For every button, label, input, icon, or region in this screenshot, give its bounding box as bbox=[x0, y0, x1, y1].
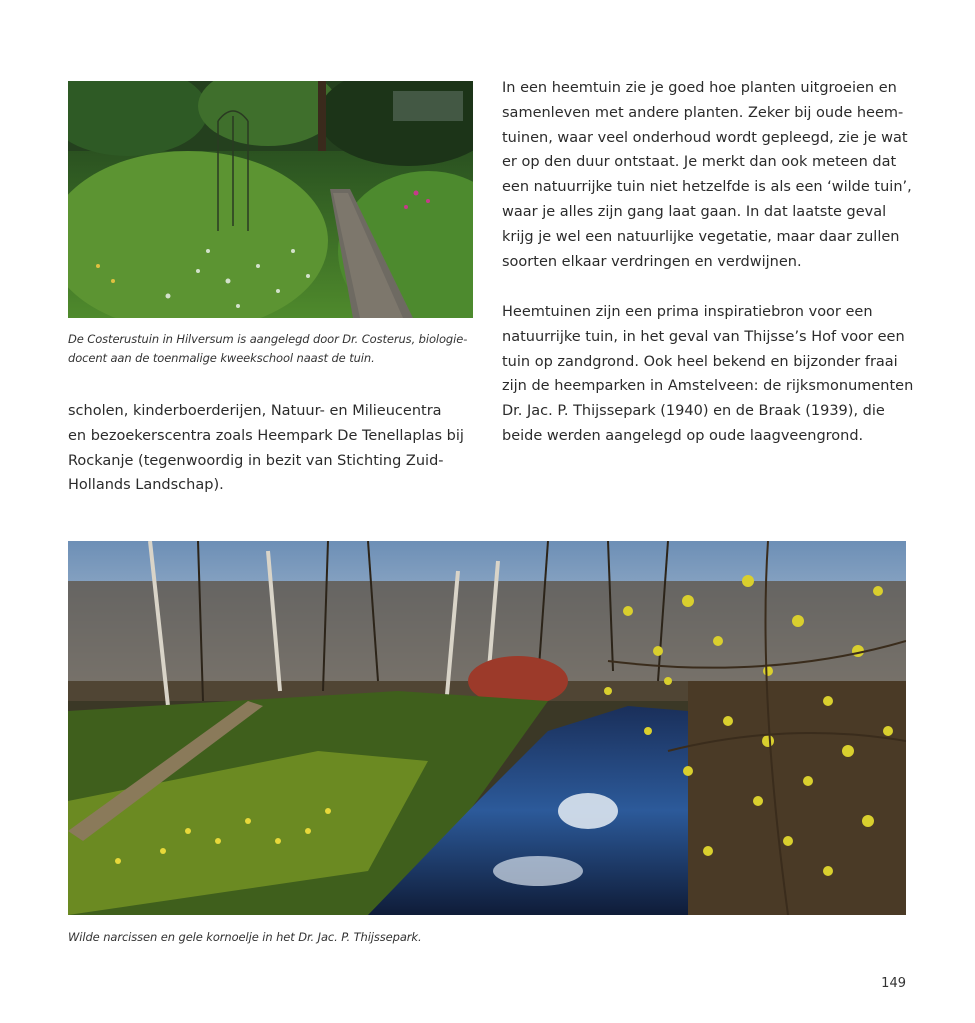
page-number: 149 bbox=[881, 976, 906, 991]
left-column-text bbox=[68, 399, 478, 498]
text-line: In een heemtuin zie je goed hoe planten uitgroeien en bbox=[502, 80, 897, 96]
caption-line: De Costerustuin in Hilversum is aangelegd door Dr. Costerus, biologie- bbox=[68, 332, 468, 346]
text-line: een natuurrijke tuin niet hetzelfde is als een ‘wilde tuin’, bbox=[502, 179, 912, 196]
text-line: zijn de heemparken in Amstelveen: de rijksmonumenten bbox=[502, 378, 914, 395]
text-line: beide werden aangelegd op oude laagveengrond. bbox=[502, 427, 864, 444]
text-line: Hollands Landschap). bbox=[68, 477, 224, 494]
text-line: soorten elkaar verdringen en verdwijnen. bbox=[502, 253, 802, 270]
text-line: waar je alles zijn gang laat gaan. In dat laatste geval bbox=[502, 203, 887, 220]
text-line: samenleven met andere planten. Zeker bij oude heem- bbox=[502, 104, 904, 121]
text-line: Heemtuinen zijn een prima inspiratiebron voor een bbox=[502, 304, 873, 320]
right-column-paragraph-1 bbox=[502, 76, 912, 274]
bottom-photo-caption: Wilde narcissen en gele kornoelje in het Dr. Jac. P. Thijssepark. bbox=[68, 930, 422, 944]
text-line: Rockanje (tegenwoordig in bezit van Stichting Zuid- bbox=[68, 452, 444, 469]
top-photo-caption bbox=[68, 330, 478, 368]
caption-line: docent aan de toenmalige kweekschool naast de tuin. bbox=[68, 351, 375, 365]
text-line: tuin op zandgrond. Ook heel bekend en bijzonder fraai bbox=[502, 353, 898, 370]
text-line: en bezoekerscentra zoals Heempark De Tenellaplas bij bbox=[68, 427, 464, 444]
text-line: natuurrijke tuin, in het geval van Thijsse’s Hof voor een bbox=[502, 328, 905, 345]
text-line: er op den duur ontstaat. Je merkt dan ook meteen dat bbox=[502, 154, 897, 171]
right-column-paragraph-2 bbox=[502, 300, 912, 449]
costerustuin-photo bbox=[68, 81, 473, 318]
text-line: tuinen, waar veel onderhoud wordt gepleegd, zie je wat bbox=[502, 129, 908, 146]
text-line: Dr. Jac. P. Thijssepark (1940) en de Braak (1939), die bbox=[502, 403, 885, 420]
thijssepark-photo bbox=[68, 541, 906, 915]
text-line: scholen, kinderboerderijen, Natuur- en Milieucentra bbox=[68, 403, 442, 419]
text-line: krijg je wel een natuurlijke vegetatie, maar daar zullen bbox=[502, 228, 900, 245]
